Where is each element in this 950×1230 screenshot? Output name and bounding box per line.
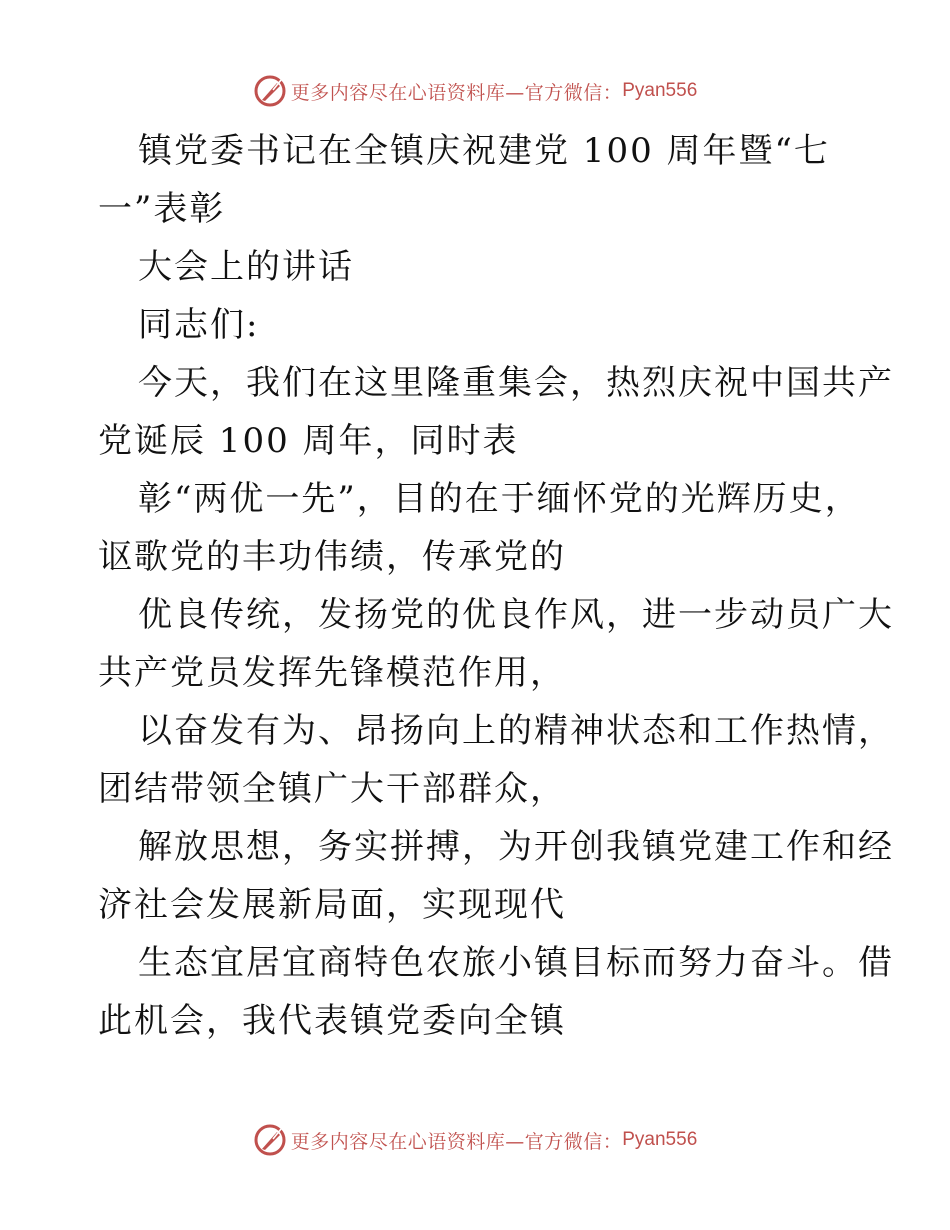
- body-line: 团结带领全镇广大干部群众，: [98, 769, 566, 809]
- watermark-wechat-id: Pyan556: [622, 1129, 698, 1150]
- quill-pen-logo-icon: [253, 74, 287, 108]
- body-line: 以奋发有为、昂扬向上的精神状态和工作热情，: [138, 711, 894, 751]
- body-line: 济社会发展新局面，实现现代: [98, 885, 566, 925]
- title-line-1: 镇党委书记在全镇庆祝建党 100 周年暨“七: [138, 131, 830, 171]
- header-watermark: [0, 74, 950, 108]
- title-line-2: 一”表彰: [98, 189, 226, 229]
- watermark-text: 更多内容尽在心语资料库—官方微信：: [290, 81, 623, 104]
- title-line-3: 大会上的讲话: [138, 247, 354, 287]
- body-line: 今天，我们在这里隆重集会，热烈庆祝中国共产: [138, 363, 894, 403]
- salutation: 同志们:: [138, 305, 260, 345]
- document-body: [98, 122, 894, 1050]
- body-line: 共产党员发挥先锋模范作用，: [98, 653, 566, 693]
- body-line: 彰“两优一先”，目的在于缅怀党的光辉历史，: [138, 479, 861, 519]
- body-line: 讴歌党的丰功伟绩，传承党的: [98, 537, 566, 577]
- watermark-wechat-id: Pyan556: [622, 80, 698, 101]
- body-line: 解放思想，务实拼搏，为开创我镇党建工作和经: [138, 827, 894, 867]
- footer-watermark: [0, 1123, 950, 1157]
- body-line: 优良传统，发扬党的优良作风，进一步动员广大: [138, 595, 894, 635]
- body-line: 此机会，我代表镇党委向全镇: [98, 1001, 566, 1041]
- quill-pen-logo-icon: [253, 1123, 287, 1157]
- watermark-text: 更多内容尽在心语资料库—官方微信：: [290, 1130, 623, 1153]
- body-line: 党诞辰 100 周年，同时表: [98, 421, 519, 461]
- body-line: 生态宜居宜商特色农旅小镇目标而努力奋斗。借: [138, 943, 894, 983]
